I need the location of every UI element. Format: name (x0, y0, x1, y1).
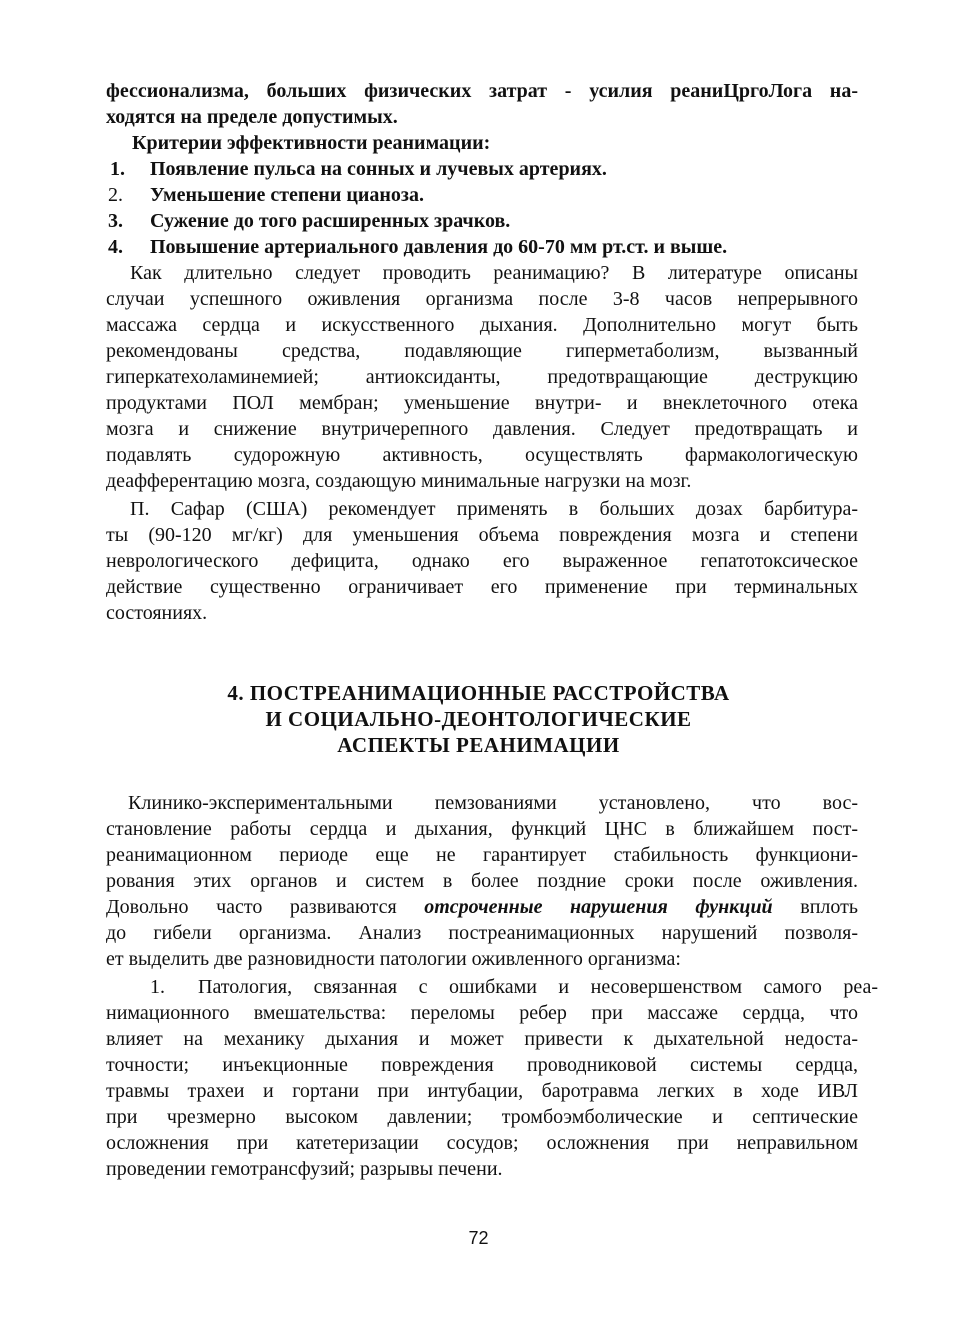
text-line: рекомендованы средства, подавляющие гиперметаболизм, вызванный (106, 340, 858, 362)
emphasized-term: отсроченные нарушения функций (424, 896, 773, 918)
text-line: осложнения при катетеризации сосудов; осложнения при неправильном (106, 1132, 858, 1154)
text-line: влияет на механику дыхания и может привести к дыхательной недоста- (106, 1028, 858, 1050)
text-line: состояниях. (106, 602, 208, 624)
text-line: ты (90-120 мг/кг) для уменьшения объема повреждения мозга и степени (106, 524, 858, 546)
text-span: Довольно часто развиваются (106, 896, 425, 918)
text-line: ходятся на пределе допустимых. (106, 106, 398, 128)
text-span: вплоть (772, 896, 858, 918)
criteria-title: Критерии эффективности реанимации: (132, 132, 491, 154)
list-item: Уменьшение степени цианоза. (150, 184, 424, 206)
text-line: травмы трахеи и гортани при интубации, баротравма легких в ходе ИВЛ (106, 1080, 858, 1102)
text-line: становление работы сердца и дыхания, функций ЦНС в ближайшем пост- (106, 818, 858, 840)
list-number: 2. (108, 184, 123, 206)
list-item: Появление пульса на сонных и лучевых артериях. (150, 158, 607, 180)
list-number: 1. (110, 158, 125, 180)
text-line: массажа сердца и искусственного дыхания. Дополнительно могут быть (106, 314, 858, 336)
text-line: П. Сафар (США) рекомендует применять в больших дозах барбитура- (130, 498, 858, 520)
text-line: неврологического дефицита, однако его выраженное гепатотоксическое (106, 550, 858, 572)
text-line (106, 894, 858, 920)
list-item: Повышение артериального давления до 60-70 мм рт.ст. и выше. (150, 236, 728, 258)
text-line: проведении гемотрансфузий; разрывы печени. (106, 1158, 503, 1180)
text-line: рования этих органов и систем в более поздние сроки после оживления. (106, 870, 858, 892)
list-number: 4. (108, 236, 123, 258)
text-line: случаи успешного оживления организма после 3-8 часов непрерывного (106, 288, 858, 310)
text-line: действие существенно ограничивает его применение при терминальных (106, 576, 858, 598)
section-heading: АСПЕКТЫ РЕАНИМАЦИИ (337, 733, 620, 757)
text-line: точности; инъекционные повреждения проводниковой системы сердца, (106, 1054, 858, 1076)
text-line: Клинико-экспериментальными пемзованиями установлено, что вос- (128, 792, 858, 814)
text-line: продуктами ПОЛ мембран; уменьшение внутри- и внеклеточного отека (106, 392, 858, 414)
text-line: до гибели организма. Анализ постреанимационных нарушений позволя- (106, 922, 858, 944)
text-line: реанимационном периоде еще не гарантирует стабильность функциони- (106, 844, 858, 866)
page-number: 72 (468, 1228, 489, 1248)
text-line: ет выделить две разновидности патологии оживленного организма: (106, 948, 681, 970)
text-line: Как длительно следует проводить реанимацию? В литературе описаны (130, 262, 858, 284)
section-heading: 4. ПОСТРЕАНИМАЦИОННЫЕ РАССТРОЙСТВА (227, 681, 730, 705)
text-line: нимационного вмешательства: переломы ребер при массаже сердца, что (106, 1002, 858, 1024)
list-number: 1. (150, 976, 165, 998)
text-line: при чрезмерно высоком давлении; тромбоэмболические и септические (106, 1106, 858, 1128)
text-line: деафферентацию мозга, создающую минимальные нагрузки на мозг. (106, 470, 692, 492)
list-number: 3. (108, 210, 123, 232)
text-line: фессионализма, больших физических затрат - усилия реаниЦргоЛога на- (106, 80, 858, 102)
section-heading: И СОЦИАЛЬНО-ДЕОНТОЛОГИЧЕСКИЕ (265, 707, 692, 731)
text-line: Патология, связанная с ошибками и несовершенством самого реа- (198, 976, 878, 998)
text-line: мозга и снижение внутричерепного давления. Следует предотвращать и (106, 418, 858, 440)
text-line: гиперкатехоламинемией; антиоксиданты, предотвращающие деструкцию (106, 366, 858, 388)
text-line: подавлять судорожную активность, осуществлять фармакологическую (106, 444, 858, 466)
list-item: Сужение до того расширенных зрачков. (150, 210, 511, 232)
